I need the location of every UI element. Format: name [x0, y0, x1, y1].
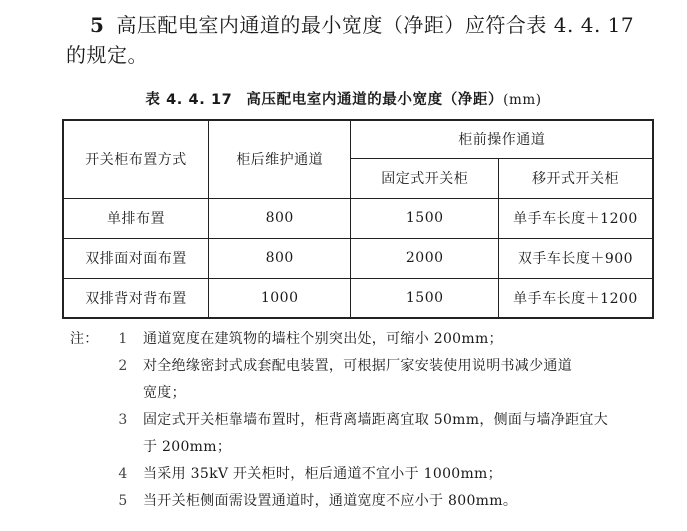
- note-number: 4: [118, 466, 128, 482]
- cell-mode: 双排面对面布置: [63, 238, 208, 278]
- notes-section: [70, 326, 670, 515]
- cell-fixed: 1500: [351, 198, 499, 238]
- table-title: [0, 88, 687, 109]
- note-number: 3: [118, 412, 128, 428]
- header-fixed-cabinet: 固定式开关柜: [351, 158, 499, 198]
- clause-text-1: 高压配电室内通道的最小宽度（净距）应符合表 4. 4. 17: [116, 13, 635, 37]
- note-item: [70, 461, 670, 488]
- cell-fixed: 1500: [351, 278, 499, 318]
- cell-removable: 双手车长度＋900: [498, 238, 653, 278]
- table-unit: (mm): [503, 92, 542, 108]
- header-front-passage: 柜前操作通道: [351, 120, 653, 158]
- cell-removable: 单手车长度＋1200: [498, 198, 653, 238]
- note-text: 通道宽度在建筑物的墙柱个别突出处，可缩小 200mm；: [143, 331, 503, 347]
- table-title-text: 高压配电室内通道的最小宽度（净距）: [246, 92, 504, 108]
- clause-line-1: [66, 10, 666, 40]
- note-number: 1: [118, 331, 128, 347]
- cell-mode: 单排布置: [63, 198, 208, 238]
- clause-paragraph: [66, 10, 666, 70]
- table-number: 表 4. 4. 17: [145, 92, 233, 108]
- notes-label: 注：: [70, 331, 99, 347]
- note-text: 对全绝缘密封式成套配电装置，可根据厂家安装使用说明书减少通道: [143, 358, 572, 374]
- note-number: 5: [118, 493, 128, 509]
- table-row: [63, 238, 653, 278]
- note-continuation: 于 200mm；: [143, 439, 232, 455]
- table-row: [63, 198, 653, 238]
- note-text: 当开关柜侧面需设置通道时，通道宽度不应小于 800mm。: [143, 493, 518, 509]
- clause-line-2: 的规定。: [66, 43, 148, 67]
- cell-rear: 1000: [208, 278, 351, 318]
- cell-mode: 双排背对背布置: [63, 278, 208, 318]
- header-rear-passage: 柜后维护通道: [208, 120, 351, 198]
- note-number: 2: [118, 358, 128, 374]
- note-item: [70, 353, 670, 380]
- header-removable-cabinet: 移开式开关柜: [498, 158, 653, 198]
- cell-fixed: 2000: [351, 238, 499, 278]
- header-arrangement: 开关柜布置方式: [63, 120, 208, 198]
- cell-rear: 800: [208, 238, 351, 278]
- table-row: [63, 278, 653, 318]
- note-text: 当采用 35kV 开关柜时，柜后通道不宜小于 1000mm；: [143, 466, 502, 482]
- clause-number: 5: [90, 13, 105, 37]
- note-item: [70, 326, 670, 353]
- note-item: [70, 407, 670, 434]
- note-item: [70, 488, 670, 515]
- note-continuation: 宽度；: [143, 385, 186, 401]
- cell-rear: 800: [208, 198, 351, 238]
- width-table: [62, 119, 654, 319]
- note-text: 固定式开关柜靠墙布置时，柜背离墙距离宜取 50mm，侧面与墙净距宜大: [143, 412, 609, 428]
- cell-removable: 单手车长度＋1200: [498, 278, 653, 318]
